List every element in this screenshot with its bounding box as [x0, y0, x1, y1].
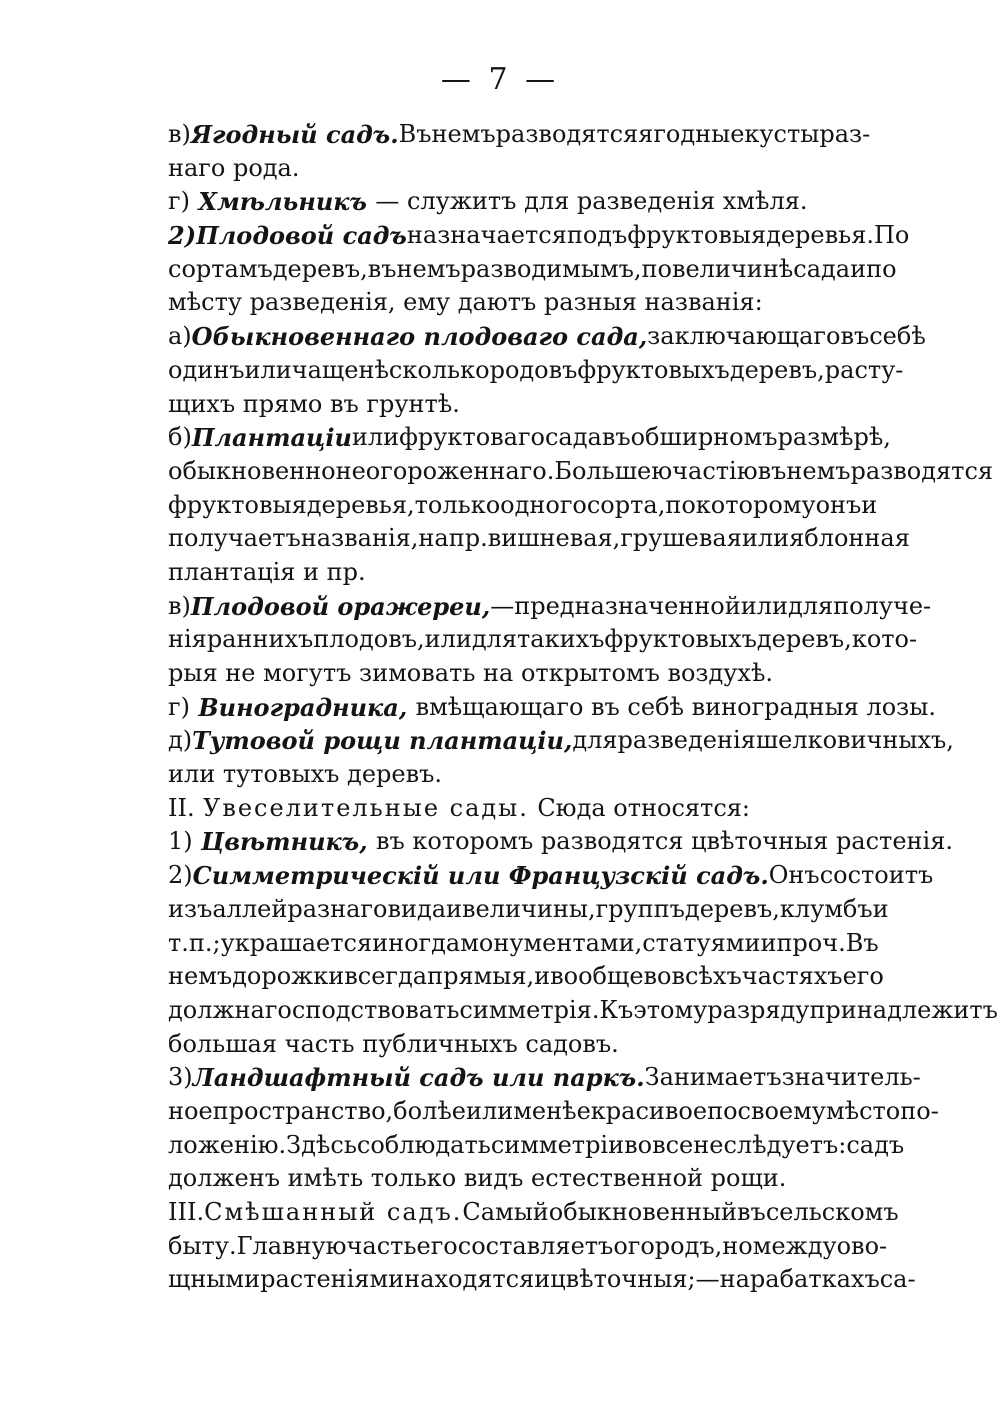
word: названія, — [300, 524, 419, 553]
text-line — [168, 286, 862, 320]
word: — служитъ для разведенія хмѣля. — [375, 187, 808, 216]
word: принадлежитъ — [809, 995, 998, 1024]
word: немъ — [396, 254, 461, 283]
word: Здѣсь — [286, 1130, 357, 1159]
word: разводятся — [495, 120, 639, 148]
word: рыя не могутъ зимовать на открытомъ воздухѣ. — [168, 659, 774, 687]
word: въ — [367, 254, 397, 283]
word: проч. — [776, 928, 846, 957]
word: получаетъ — [168, 524, 301, 553]
word: изъ — [168, 894, 213, 923]
text-line — [168, 893, 889, 927]
word: болѣе — [393, 1096, 466, 1125]
word: Большею — [554, 456, 673, 485]
word: деревъ, — [272, 254, 368, 283]
word: III. — [168, 1198, 205, 1226]
spaced-heading: Смѣшанный садъ. — [204, 1198, 463, 1226]
word: деревъ, — [684, 894, 780, 923]
word: по — [866, 254, 897, 283]
word: — — [695, 1265, 720, 1294]
word: деревья. — [766, 221, 874, 250]
word: группъ — [595, 894, 685, 923]
word: находятся — [404, 1265, 535, 1294]
word: вишневая, — [487, 524, 621, 553]
text-line — [168, 455, 994, 489]
word: ложенію. — [168, 1130, 287, 1159]
word: господствовать — [264, 995, 460, 1024]
italic-term: Цвѣтникъ, — [201, 827, 368, 857]
word: в) — [168, 120, 191, 148]
italic-term: Плодовой оражереи, — [190, 591, 491, 621]
italic-term: Обыкновеннаго плодоваго сада, — [191, 322, 648, 352]
text-line — [168, 1095, 939, 1129]
word: шелковичныхъ, — [755, 726, 954, 755]
word: п.; — [188, 928, 221, 957]
word: или — [351, 423, 400, 452]
word: б) — [168, 423, 192, 452]
body-text — [168, 118, 998, 1297]
word: разводятся — [850, 456, 994, 485]
spaced-heading: Увеселительные сады. — [202, 793, 529, 822]
word: чаще — [291, 355, 359, 384]
word: или — [244, 355, 292, 384]
word: для — [471, 625, 518, 654]
word: между — [752, 1231, 837, 1260]
word: симметрія. — [459, 995, 600, 1024]
word: получе- — [833, 591, 932, 620]
page-number: — 7 — — [440, 62, 560, 97]
word: большая часть публичныхъ садовъ. — [168, 1029, 619, 1058]
text-line — [168, 388, 862, 422]
word: и — [861, 490, 878, 519]
word: или — [466, 1096, 514, 1125]
word: немъ — [786, 456, 851, 485]
word: дорожки — [232, 962, 345, 991]
text-line — [168, 1129, 905, 1163]
word: грушевая — [620, 524, 742, 553]
word: деревъ, — [756, 625, 852, 654]
text-line — [168, 691, 936, 725]
word: частяхъ — [741, 962, 843, 991]
word: Онъ — [768, 861, 820, 890]
word: ное — [168, 1096, 213, 1125]
text-line — [168, 219, 910, 253]
word: не — [693, 1130, 724, 1159]
word: только — [414, 490, 501, 519]
text-line — [168, 1162, 862, 1196]
word: немъ — [168, 962, 233, 991]
word: и — [872, 894, 889, 923]
text-line — [168, 960, 884, 994]
word: разнаго — [287, 894, 388, 923]
word: для — [788, 591, 834, 620]
word: неогороженнаго. — [335, 456, 555, 485]
text-line — [168, 253, 897, 287]
word: состоитъ — [819, 861, 934, 890]
word: рабаткахъ — [749, 1265, 880, 1294]
text-line — [168, 657, 862, 691]
text-line — [168, 758, 862, 792]
word: кото- — [851, 625, 918, 654]
word: огородъ, — [613, 1231, 723, 1260]
word: По — [873, 221, 910, 250]
word: г) — [168, 187, 190, 216]
word: Самый — [462, 1198, 549, 1226]
word: менѣе — [513, 1096, 591, 1125]
word: и — [760, 928, 777, 957]
word: обыкновенно — [168, 456, 336, 485]
word: размѣрѣ, — [777, 423, 891, 452]
word: назначается — [406, 221, 567, 250]
word: иногда — [372, 928, 461, 957]
word: во — [643, 962, 672, 991]
word: Сюда относятся: — [537, 793, 750, 822]
text-line — [168, 556, 862, 590]
text-line — [168, 792, 862, 826]
word: этому — [633, 995, 708, 1024]
word: плантація и пр. — [168, 557, 366, 586]
italic-term: Плантаціи — [191, 423, 352, 453]
text-line — [168, 354, 904, 388]
word: плодовъ, — [313, 625, 425, 654]
word: 3) — [168, 1063, 193, 1092]
word: онъ — [815, 490, 862, 519]
word: составляетъ — [457, 1231, 614, 1260]
word: кусты — [744, 120, 820, 148]
word: разведенія — [617, 726, 756, 755]
word: деревья, — [306, 490, 415, 519]
word: въ — [737, 1198, 766, 1226]
word: вообще — [550, 962, 644, 991]
word: раннихъ — [206, 625, 314, 654]
word: щными — [168, 1265, 261, 1294]
word: частію — [672, 456, 758, 485]
word: фруктовыхъ — [604, 625, 757, 654]
word: по — [665, 490, 696, 519]
word: разряду — [707, 995, 810, 1024]
text-line — [168, 1061, 921, 1095]
word: сада — [793, 254, 851, 283]
text-line — [168, 320, 926, 354]
word: садъ — [846, 1130, 905, 1159]
italic-term: Плодовой садъ — [196, 221, 407, 251]
word: сада — [544, 423, 602, 452]
word: расту- — [824, 355, 904, 384]
word: значитель- — [781, 1063, 921, 1092]
word: всегда — [344, 962, 428, 991]
word: своему — [737, 1096, 826, 1125]
text-line — [168, 118, 871, 152]
word: фруктовыя — [168, 490, 307, 519]
text-line — [168, 185, 862, 219]
word: соблюдать — [356, 1130, 491, 1159]
word: сорта, — [586, 490, 666, 519]
word: нѣсколько — [358, 355, 490, 384]
word: наго рода. — [168, 153, 300, 182]
word: или — [741, 524, 790, 553]
text-line — [168, 590, 932, 624]
word: немъ — [431, 120, 496, 148]
italic-term: 2) — [168, 221, 197, 251]
word: заключающаго — [647, 322, 841, 351]
word: т. — [168, 928, 189, 957]
word: щихъ прямо въ грунтѣ. — [168, 389, 460, 418]
word: на — [719, 1265, 750, 1294]
word: ягодные — [638, 120, 745, 148]
word: и — [446, 894, 463, 923]
text-line — [168, 859, 934, 893]
text-line — [168, 1196, 899, 1230]
word: ово- — [836, 1231, 888, 1260]
italic-term: Виноградника, — [198, 692, 408, 722]
word: г) — [168, 692, 190, 721]
word: Занимаетъ — [644, 1063, 782, 1092]
word: по — [707, 1096, 738, 1125]
word: величины, — [462, 894, 596, 923]
word: д) — [168, 726, 193, 755]
word: вмѣщающаго въ себѣ виноградныя лозы. — [415, 692, 936, 721]
word: предназначенной — [514, 591, 741, 620]
word: симметріи — [490, 1130, 625, 1159]
word: 1) — [168, 827, 193, 856]
word: подъ — [566, 221, 628, 250]
text-line — [168, 724, 954, 758]
text-line — [168, 1230, 888, 1264]
text-line — [168, 1263, 916, 1297]
word: яблонная — [789, 524, 910, 553]
word: фруктовыхъ — [577, 355, 730, 384]
italic-term: Хмѣльникъ — [198, 187, 367, 217]
word: фруктоваго — [399, 423, 545, 452]
word: клумбъ — [779, 894, 873, 923]
italic-term: Тутовой рощи плантаціи, — [192, 726, 573, 756]
word: фруктовыя — [627, 221, 767, 250]
word: II. — [168, 793, 195, 822]
word: аллей — [212, 894, 288, 923]
word: в) — [168, 591, 191, 620]
word: деревъ, — [729, 355, 825, 384]
word: са- — [879, 1265, 916, 1294]
text-line — [168, 522, 910, 556]
word: разводимымъ, — [460, 254, 642, 283]
word: Къ — [599, 995, 634, 1024]
text-line — [168, 623, 918, 657]
word: по — [641, 254, 672, 283]
word: вида — [387, 894, 447, 923]
word: Въ — [398, 120, 432, 148]
word: обширномъ — [630, 423, 778, 452]
text-line — [168, 994, 998, 1028]
word: въ — [601, 423, 631, 452]
word: родовъ — [489, 355, 578, 384]
word: одного — [500, 490, 587, 519]
word: обыкновенный — [548, 1198, 738, 1226]
text-line — [168, 927, 879, 961]
word: статуями — [642, 928, 761, 957]
word: монументами, — [460, 928, 643, 957]
word: и — [534, 1265, 551, 1294]
word: пространство, — [212, 1096, 394, 1125]
word: часть — [346, 1231, 417, 1260]
italic-term: Ягодный садъ. — [190, 120, 399, 149]
word: себѣ — [869, 322, 926, 351]
word: или тутовыхъ деревъ. — [168, 760, 442, 789]
italic-term: Ландшафтный садъ или паркъ. — [192, 1063, 645, 1093]
word: Въ — [845, 928, 879, 957]
word: раз- — [819, 120, 871, 148]
word: нія — [168, 625, 207, 654]
word: и — [534, 962, 551, 991]
word: Главную — [236, 1231, 347, 1260]
word: или — [424, 625, 472, 654]
word: въ которомъ разводятся цвѣточныя растенія. — [375, 827, 953, 856]
word: мѣстопо- — [825, 1096, 939, 1125]
word: вовсе — [624, 1130, 694, 1159]
word: и — [850, 254, 867, 283]
word: сельскомъ — [765, 1198, 899, 1226]
word: но — [722, 1231, 753, 1260]
word: его — [416, 1231, 458, 1260]
word: прямыя, — [427, 962, 535, 991]
word: долженъ имѣть только видъ естественной рощи. — [168, 1164, 787, 1193]
word: въ — [840, 322, 870, 351]
word: одинъ — [168, 355, 245, 384]
word: всѣхъ — [671, 962, 742, 991]
word: такихъ — [517, 625, 605, 654]
word: слѣдуетъ: — [723, 1130, 847, 1159]
italic-term: Симметрическій или Французскій садъ. — [192, 861, 769, 891]
text-line — [168, 825, 953, 859]
word: 2) — [168, 861, 193, 890]
text-line — [168, 1028, 862, 1062]
word: а) — [168, 322, 192, 351]
word: — — [490, 591, 515, 620]
word: или — [740, 591, 788, 620]
word: мѣсту разведенія, ему даютъ разныя названія: — [168, 288, 763, 317]
word: украшается — [220, 928, 373, 957]
text-line — [168, 421, 891, 455]
word: для — [572, 726, 618, 755]
word: сортамъ — [168, 254, 273, 283]
word: напр. — [418, 524, 488, 553]
word: растеніями — [260, 1265, 405, 1294]
text-line — [168, 489, 878, 523]
word: красивое — [590, 1096, 708, 1125]
text-line — [168, 152, 862, 186]
word: цвѣточныя; — [550, 1265, 696, 1294]
word: его — [842, 962, 884, 991]
word: должна — [168, 995, 265, 1024]
word: которому — [695, 490, 816, 519]
word: величинѣ — [671, 254, 794, 283]
word: быту. — [168, 1231, 237, 1260]
word: въ — [757, 456, 787, 485]
